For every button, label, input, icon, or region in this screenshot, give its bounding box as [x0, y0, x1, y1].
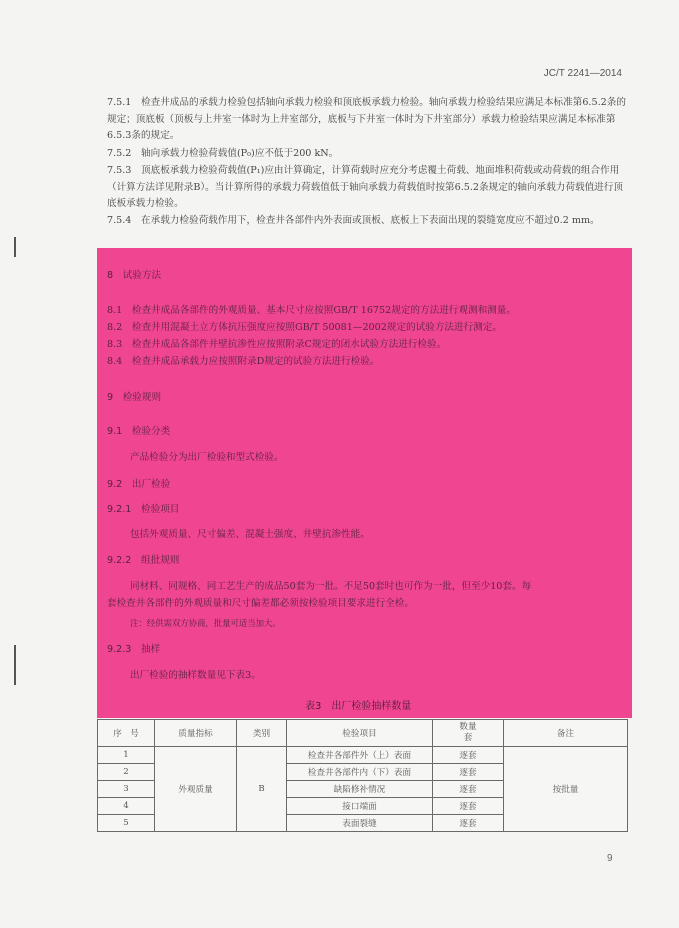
- page-number: 9: [607, 853, 613, 864]
- merged-quality-index: 外观质量: [155, 747, 237, 832]
- header-inspection-item: 检验项目: [287, 720, 433, 747]
- item-8-1: 8.1 检查井成品各部件的外观质量、基本尺寸应按照GB/T 16752规定的方法进行观测和测量。: [107, 305, 516, 316]
- merged-category: B: [237, 747, 287, 832]
- section-9-title: 9 检验规则: [107, 392, 162, 403]
- margin-mark-top: [14, 237, 16, 257]
- row-no: 1: [98, 747, 155, 764]
- section-8-title: 8 试验方法: [107, 270, 162, 281]
- section-9-2-title: 9.2 出厂检验: [107, 479, 171, 490]
- section-9-2-1-title: 9.2.1 检验项目: [107, 504, 180, 515]
- row-no: 2: [98, 764, 155, 781]
- row-item: 检查井各部件外（上）表面: [287, 747, 433, 764]
- header-remark: 备注: [504, 720, 628, 747]
- header-no: 序 号: [98, 720, 155, 747]
- row-no: 4: [98, 798, 155, 815]
- section-9-2-3-text: 出厂检验的抽样数量见下表3。: [130, 670, 261, 681]
- paragraph-7-5-2: 7.5.2 轴向承载力检验荷载值(P₀)应不低于200 kN。: [107, 148, 339, 159]
- row-qty: 逐套: [433, 764, 504, 781]
- header-quality-index: 质量指标: [155, 720, 237, 747]
- sampling-table: [97, 719, 628, 832]
- row-item: 表面裂缝: [287, 815, 433, 832]
- row-item: 检查井各部件内（下）表面: [287, 764, 433, 781]
- row-qty: 逐套: [433, 798, 504, 815]
- header-quantity: 数量 套: [433, 720, 504, 747]
- row-qty: 逐套: [433, 815, 504, 832]
- merged-remark: 按批量: [504, 747, 628, 832]
- paragraph-7-5-3: 7.5.3 顶底板承载力检验荷载值(P₁)应由计算确定，计算荷载时应充分考虑覆土荷载、地面堆积荷载或动荷载的组合作用（计算方法详见附录B）。当计算所得的承载力荷载值低于轴向承载力荷载值时按第6.5.2条规定的轴向承载力荷载值进行顶底板承载力检验。: [107, 165, 623, 210]
- page-header: JC/T 2241—2014: [543, 68, 622, 79]
- row-no: 5: [98, 815, 155, 832]
- table-header-row: [98, 720, 628, 747]
- section-9-2-2-title: 9.2.2 组批规则: [107, 555, 180, 566]
- paragraph-7-5-4: 7.5.4 在承载力检验荷载作用下，检查井各部件内外表面或顶板、底板上下表面出现的裂缝宽度应不超过0.2 mm。: [107, 215, 600, 226]
- row-qty: 逐套: [433, 781, 504, 798]
- section-9-2-1-text: 包括外观质量、尺寸偏差、混凝土强度、井壁抗渗性能。: [130, 529, 370, 540]
- item-8-4: 8.4 检查井成品承载力应按照附录D规定的试验方法进行检验。: [107, 356, 380, 367]
- row-no: 3: [98, 781, 155, 798]
- item-8-3: 8.3 检查井成品各部件井壁抗渗性应按照附录C规定的闭水试验方法进行检验。: [107, 339, 447, 350]
- section-9-2-2-line1: 同材料、同规格、同工艺生产的成品50套为一批。不足50套时也可作为一批，但至少10套。每: [130, 581, 532, 592]
- section-9-2-2-line2: 套检查井各部件的外观质量和尺寸偏差都必须按检验项目要求进行全检。: [107, 598, 414, 609]
- row-item: 缺陷修补情况: [287, 781, 433, 798]
- row-item: 接口端面: [287, 798, 433, 815]
- header-category: 类别: [237, 720, 287, 747]
- table-row: [98, 747, 628, 764]
- margin-mark-bottom: [14, 645, 16, 685]
- section-9-1-text: 产品检验分为出厂检验和型式检验。: [130, 452, 284, 463]
- paragraph-7-5-1: 7.5.1 检查井成品的承载力检验包括轴向承载力检验和顶底板承载力检验。轴向承载力检验结果应满足本标准第6.5.2条的规定；顶底板（顶板与上井室一体时为上井室部分，底板与下井室一体时为下井室部分）承载力检验结果应满足本标准第6.5.3条的规定。: [107, 97, 626, 142]
- section-9-2-2-note: 注：经供需双方协商，批量可适当加大。: [130, 618, 281, 628]
- item-8-2: 8.2 检查井用混凝土立方体抗压强度应按照GB/T 50081—2002规定的试验方法进行测定。: [107, 322, 502, 333]
- section-9-1-title: 9.1 检验分类: [107, 426, 171, 437]
- section-9-2-3-title: 9.2.3 抽样: [107, 644, 161, 655]
- table-title: 表3 出厂检验抽样数量: [305, 701, 412, 712]
- row-qty: 逐套: [433, 747, 504, 764]
